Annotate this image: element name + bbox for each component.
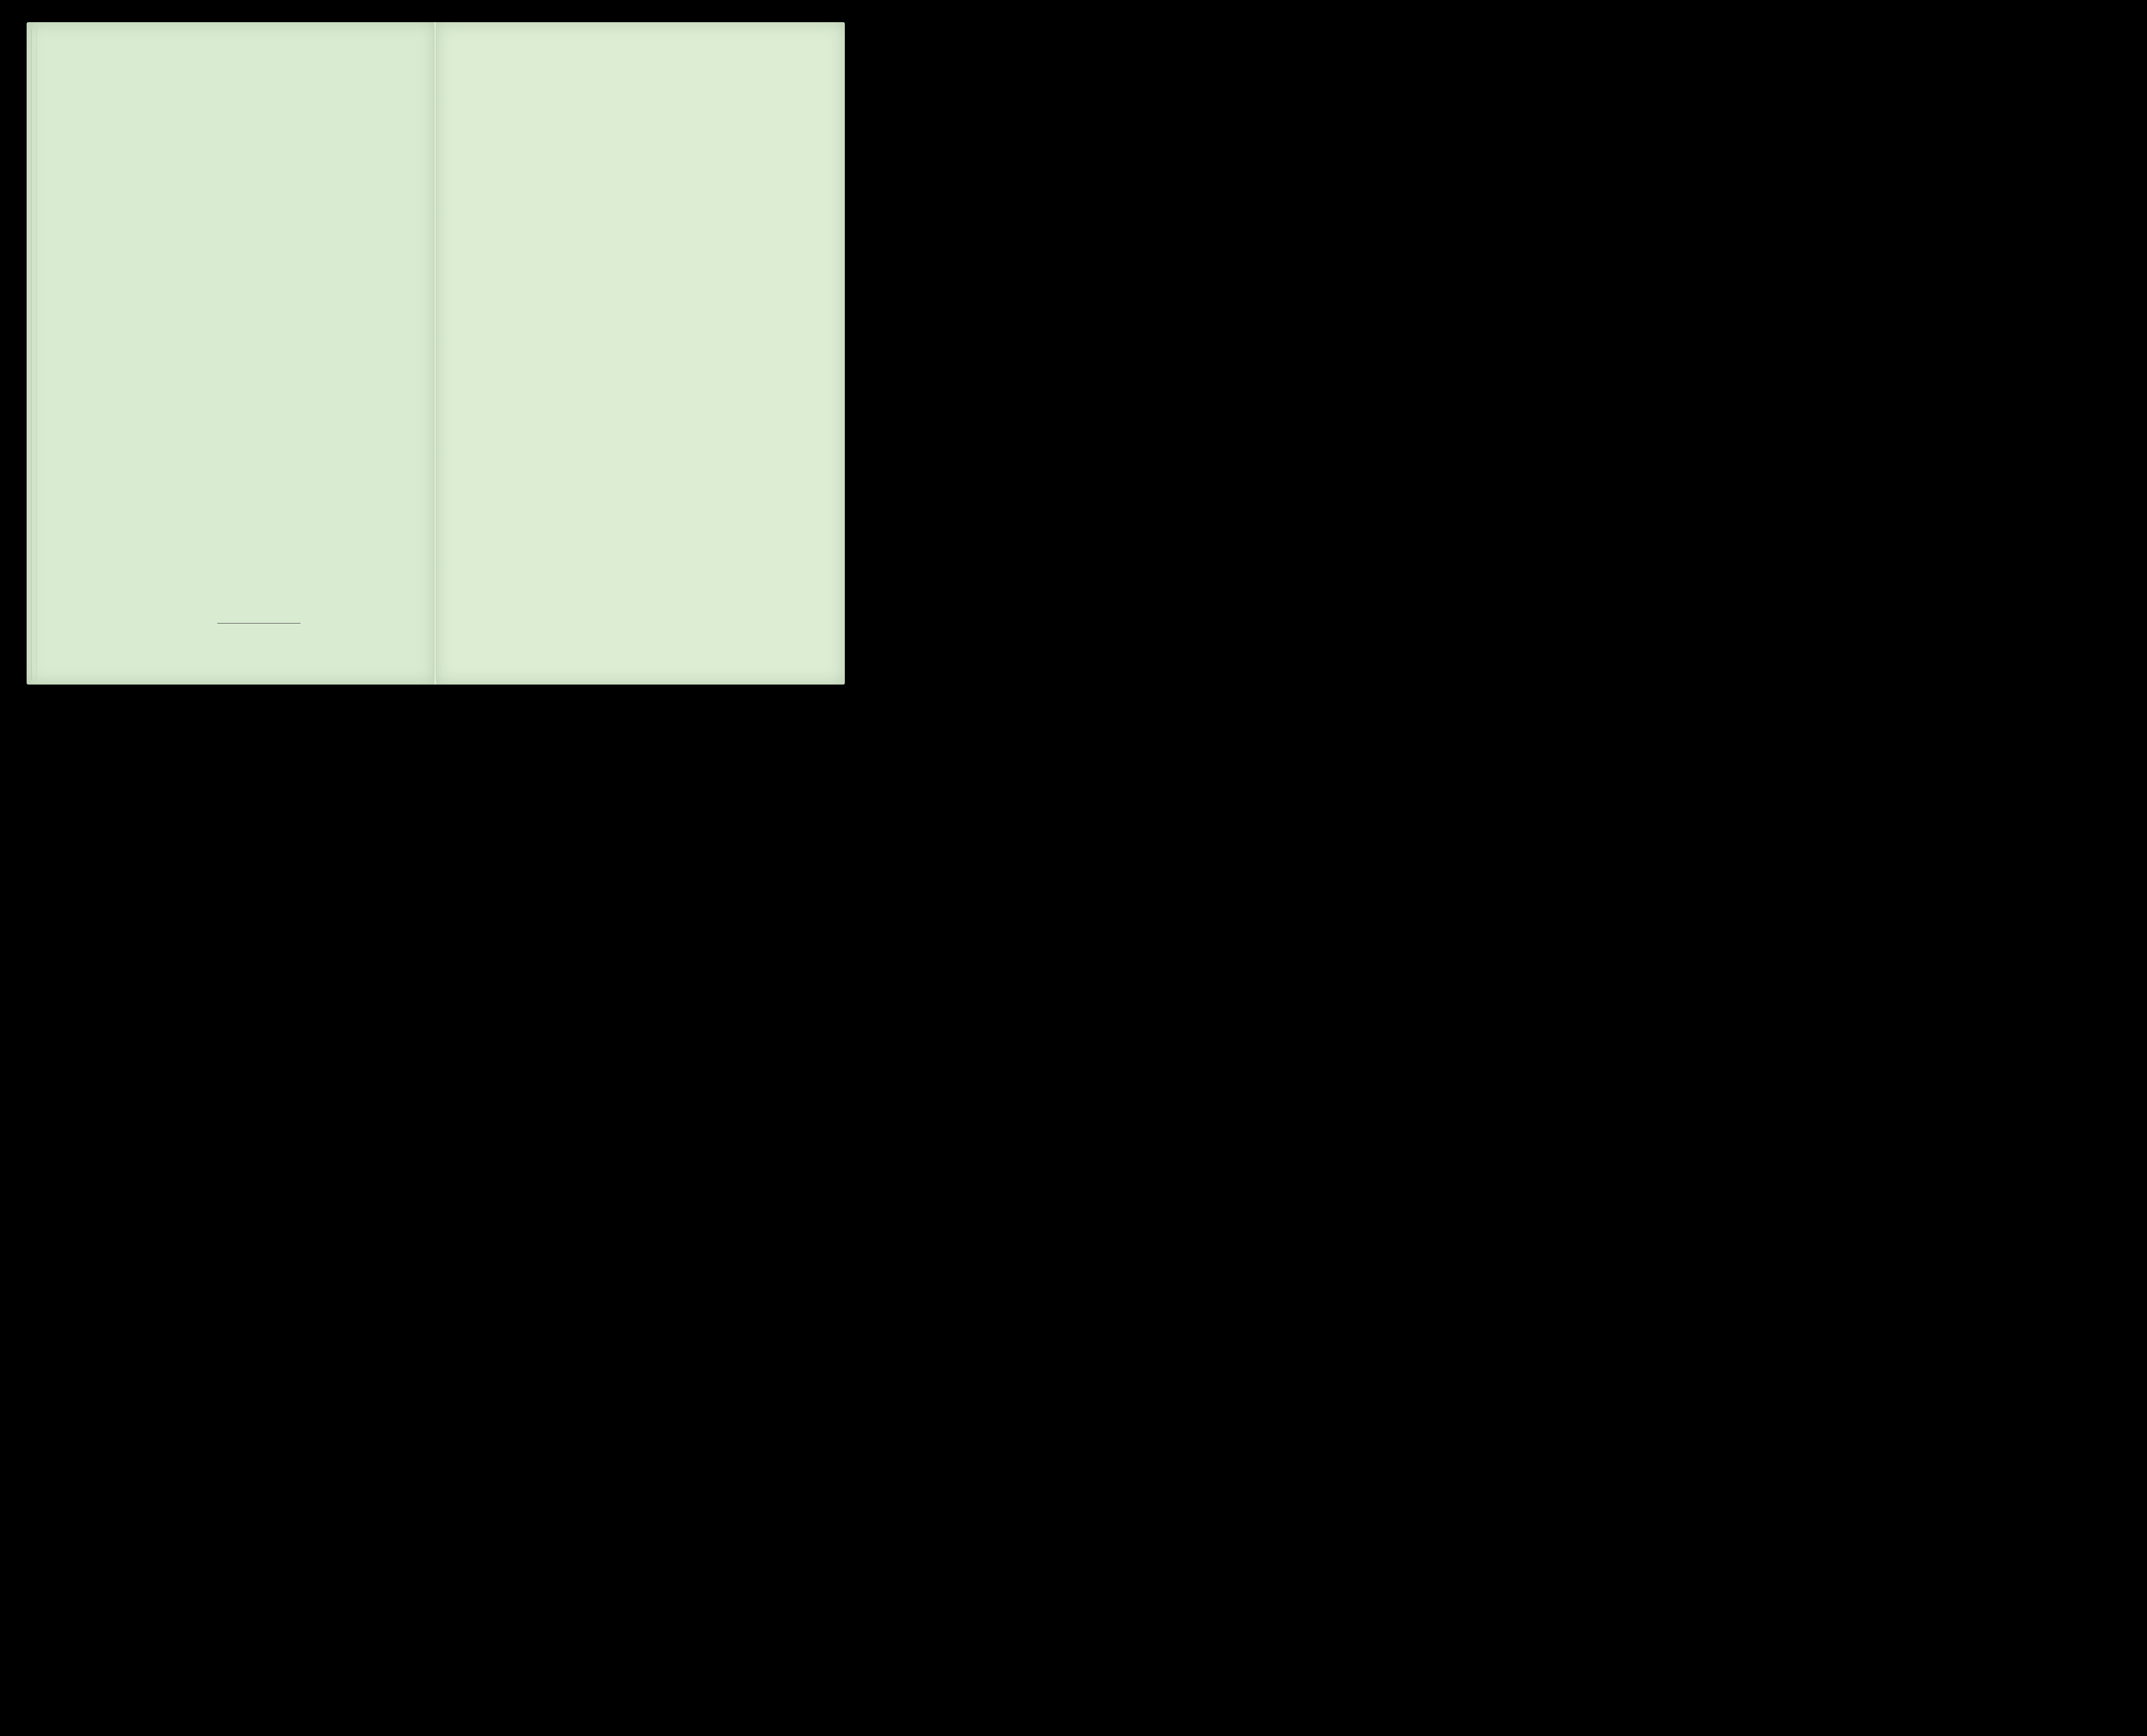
signature-line: [217, 623, 300, 624]
census-grid: [0, 0, 869, 703]
